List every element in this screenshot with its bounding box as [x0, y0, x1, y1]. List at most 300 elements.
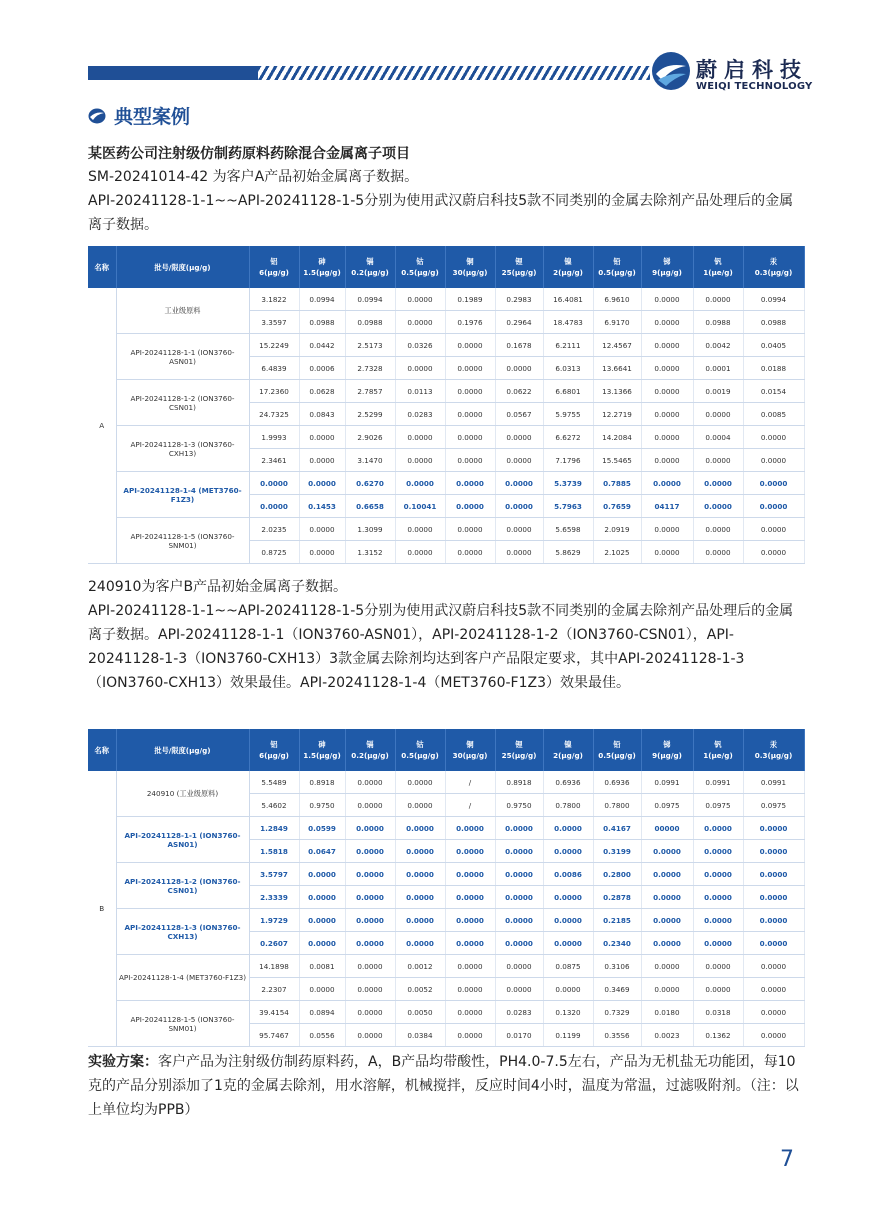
intro-b-paragraph: API-20241128-1-1~~API-20241128-1-5分别为使用武汉蔚启科技5款不同类别的金属去除剂产品处理后的金属离子数据。API-20241128-1-1（ION3760-ASN01），API-20241128-1-2（ION3760-CSN01），API-20241128-1-3（ION3760-CXH13）3款金属去除剂均达到客户产品限定要求，其中API-20241128-1-3（ION3760-CXH13）效果最佳。API-20241128-1-4（MET3760-F1Z3）效果最佳。 [88, 603, 794, 691]
batch-cell [116, 909, 249, 955]
metal-ion-table-b [88, 729, 805, 1047]
value-cell: 0.0000 [543, 932, 593, 955]
column-header-label: 钒 [714, 257, 722, 266]
value-cell: 6.4839 [249, 357, 299, 380]
column-header [249, 246, 299, 288]
table-row [88, 380, 804, 403]
value-cell: 0.0000 [345, 978, 395, 1001]
value-cell: 0.0000 [641, 449, 693, 472]
column-header [445, 246, 495, 288]
value-cell: 0.0000 [641, 932, 693, 955]
value-cell: 0.0000 [395, 794, 445, 817]
intro-b-line1: 240910为客户B产品初始金属离子数据。 [88, 579, 348, 595]
table-row [88, 955, 804, 978]
value-cell: 0.8918 [299, 771, 345, 794]
column-header [495, 729, 543, 771]
value-cell: 0.8918 [495, 771, 543, 794]
value-cell: 2.5299 [345, 403, 395, 426]
value-cell: 0.0000 [641, 288, 693, 311]
value-cell: 0.0991 [693, 771, 743, 794]
column-header-label: 汞 [769, 740, 778, 749]
value-cell: 0.0318 [693, 1001, 743, 1024]
value-cell: 0.0000 [693, 978, 743, 1001]
column-header-label: 锑 [663, 257, 671, 266]
method-label: 实验方案： [88, 1054, 158, 1070]
value-cell: 0.0988 [693, 311, 743, 334]
value-cell: 0.0042 [693, 334, 743, 357]
column-header-limit: 9(μg/g) [652, 268, 682, 277]
column-header-limit: 2(μg/g) [553, 268, 583, 277]
value-cell: 0.0000 [395, 518, 445, 541]
value-cell: 0.0000 [345, 840, 395, 863]
value-cell: 13.1366 [593, 380, 641, 403]
table-row [88, 1001, 804, 1024]
value-cell: 0.0000 [345, 794, 395, 817]
column-header-label: 名称 [94, 745, 109, 755]
header-band [88, 66, 260, 80]
value-cell: 0.0975 [693, 794, 743, 817]
value-cell: 0.1199 [543, 1024, 593, 1047]
column-header-label: 镉 [366, 740, 374, 749]
value-cell: 2.3461 [249, 449, 299, 472]
value-cell: 0.0000 [641, 863, 693, 886]
batch-name: API-20241128-1-3 (ION3760-CXH13) [130, 439, 235, 458]
value-cell: 0.0000 [743, 541, 804, 564]
value-cell: 5.4602 [249, 794, 299, 817]
value-cell: 0.7800 [593, 794, 641, 817]
value-cell: 0.0894 [299, 1001, 345, 1024]
value-cell: 04117 [641, 495, 693, 518]
value-cell: 0.0001 [693, 357, 743, 380]
value-cell: 0.0988 [743, 311, 804, 334]
column-header [641, 729, 693, 771]
column-header [299, 729, 345, 771]
column-header-label: 批号/限度(μg/g) [154, 745, 211, 755]
value-cell: 0.0000 [543, 817, 593, 840]
value-cell: 0.0000 [395, 472, 445, 495]
value-cell: 0.0000 [445, 380, 495, 403]
value-cell: 5.3739 [543, 472, 593, 495]
value-cell: 0.2185 [593, 909, 641, 932]
value-cell: 0.0000 [641, 886, 693, 909]
value-cell: 0.0000 [445, 518, 495, 541]
column-header-limit: 0.5(μg/g) [598, 268, 636, 277]
value-cell: 0.0000 [543, 886, 593, 909]
value-cell: 0.0000 [345, 771, 395, 794]
value-cell: 12.4567 [593, 334, 641, 357]
column-header-label: 钴 [416, 257, 424, 266]
page-number: 7 [780, 1147, 794, 1172]
column-header-limit: 1(μe/g) [703, 268, 733, 277]
column-header-limit: 0.5(μg/g) [401, 268, 439, 277]
value-cell: 0.0994 [299, 288, 345, 311]
value-cell: 0.8725 [249, 541, 299, 564]
value-cell: 14.1898 [249, 955, 299, 978]
value-cell: 0.0000 [743, 978, 804, 1001]
value-cell: 95.7467 [249, 1024, 299, 1047]
value-cell: 0.0000 [641, 541, 693, 564]
value-cell: 0.0628 [299, 380, 345, 403]
batch-name: API-20241128-1-1 (ION3760-ASN01) [124, 830, 241, 849]
value-cell: 0.0000 [395, 288, 445, 311]
column-header [345, 729, 395, 771]
brand-name-cn: 蔚启科技 [696, 58, 808, 82]
value-cell: 0.0000 [249, 472, 299, 495]
value-cell: 0.0283 [495, 1001, 543, 1024]
value-cell: 0.0000 [495, 863, 543, 886]
value-cell: 0.0000 [395, 449, 445, 472]
batch-name: API-20241128-1-2 (ION3760-CSN01) [124, 876, 241, 895]
table-row [88, 426, 804, 449]
value-cell: 0.0000 [299, 426, 345, 449]
value-cell: 0.0000 [495, 518, 543, 541]
column-header [593, 246, 641, 288]
value-cell: 0.0000 [495, 541, 543, 564]
value-cell: 0.0000 [249, 495, 299, 518]
value-cell: 0.0000 [693, 403, 743, 426]
value-cell: 6.9170 [593, 311, 641, 334]
value-cell: 2.0235 [249, 518, 299, 541]
value-cell: 5.5489 [249, 771, 299, 794]
value-cell: 0.7800 [543, 794, 593, 817]
value-cell: 0.0000 [641, 955, 693, 978]
value-cell: 0.0000 [743, 449, 804, 472]
value-cell: 0.0000 [693, 863, 743, 886]
value-cell: 0.0000 [543, 978, 593, 1001]
value-cell: 0.0000 [693, 909, 743, 932]
value-cell: 2.5173 [345, 334, 395, 357]
value-cell: 0.0000 [299, 863, 345, 886]
brand-name-en: WEIQI TECHNOLOGY [696, 81, 813, 92]
batch-cell [116, 380, 249, 426]
value-cell: 0.0004 [693, 426, 743, 449]
value-cell: 0.0000 [445, 334, 495, 357]
value-cell: 1.3099 [345, 518, 395, 541]
value-cell: 0.0000 [445, 932, 495, 955]
group-cell: A [88, 288, 116, 564]
section-bullet-icon [88, 108, 106, 124]
value-cell: 0.9750 [495, 794, 543, 817]
batch-cell [116, 518, 249, 564]
value-cell: / [445, 771, 495, 794]
metal-ion-table-a [88, 246, 805, 564]
column-header-label: 砷 [318, 740, 326, 749]
value-cell: 0.1362 [693, 1024, 743, 1047]
value-cell: 0.0000 [395, 863, 445, 886]
value-cell: 0.1989 [445, 288, 495, 311]
value-cell: 0.0006 [299, 357, 345, 380]
value-cell: 1.2849 [249, 817, 299, 840]
column-header [495, 246, 543, 288]
value-cell: 0.0000 [743, 472, 804, 495]
column-header [88, 246, 116, 288]
value-cell: 0.0975 [641, 794, 693, 817]
value-cell: 0.0000 [445, 886, 495, 909]
value-cell: 0.0154 [743, 380, 804, 403]
value-cell: 0.0000 [641, 426, 693, 449]
value-cell: 0.0052 [395, 978, 445, 1001]
column-header [88, 729, 116, 771]
value-cell: 0.0000 [641, 311, 693, 334]
value-cell: 12.2719 [593, 403, 641, 426]
value-cell: 0.0000 [299, 518, 345, 541]
value-cell: 0.0000 [345, 1001, 395, 1024]
value-cell: 0.0384 [395, 1024, 445, 1047]
value-cell: 0.0019 [693, 380, 743, 403]
value-cell: 0.3469 [593, 978, 641, 1001]
batch-cell [116, 817, 249, 863]
value-cell: 5.7963 [543, 495, 593, 518]
column-header-limit: 1.5(μg/g) [303, 268, 341, 277]
value-cell: 16.4081 [543, 288, 593, 311]
table-row [88, 288, 804, 311]
column-header-limit: 6(μg/g) [259, 268, 289, 277]
section-title: 典型案例 [114, 106, 191, 128]
column-header-label: 铝 [270, 257, 278, 266]
value-cell: 0.0000 [495, 955, 543, 978]
value-cell: 0.0000 [445, 472, 495, 495]
value-cell: 13.6641 [593, 357, 641, 380]
column-header-label: 钒 [714, 740, 722, 749]
intro-a-line2: API-20241128-1-1~~API-20241128-1-5分别为使用武汉蔚启科技5款不同类别的金属去除剂产品处理后的金属离子数据。 [88, 193, 794, 233]
value-cell: 0.0000 [641, 403, 693, 426]
value-cell: 6.0313 [543, 357, 593, 380]
column-header-limit: 30(μg/g) [452, 268, 488, 277]
value-cell: 0.0442 [299, 334, 345, 357]
value-cell: 00000 [641, 817, 693, 840]
value-cell: 0.0000 [495, 886, 543, 909]
column-header [445, 729, 495, 771]
column-header-limit: 0.2(μg/g) [351, 751, 389, 760]
value-cell: 0.0000 [495, 495, 543, 518]
value-cell: 0.10041 [395, 495, 445, 518]
batch-name: API-20241128-1-4 (MET3760-F1Z3) [123, 485, 242, 504]
value-cell: 0.0085 [743, 403, 804, 426]
value-cell: 0.0000 [345, 955, 395, 978]
value-cell: 0.0000 [445, 909, 495, 932]
value-cell: 0.0180 [641, 1001, 693, 1024]
value-cell: 0.0000 [641, 840, 693, 863]
column-header-limit: 25(μg/g) [501, 268, 537, 277]
batch-name: API-20241128-1-3 (ION3760-CXH13) [124, 922, 241, 941]
value-cell: 0.0170 [495, 1024, 543, 1047]
value-cell: 0.0000 [693, 817, 743, 840]
column-header [543, 729, 593, 771]
value-cell: 0.0000 [299, 932, 345, 955]
value-cell: 0.0000 [693, 955, 743, 978]
value-cell: 0.0000 [345, 932, 395, 955]
column-header-label: 汞 [769, 257, 778, 266]
value-cell: 2.7857 [345, 380, 395, 403]
value-cell: 2.7328 [345, 357, 395, 380]
batch-name: API-20241128-1-5 (ION3760-SNM01) [130, 531, 235, 550]
value-cell: 0.0000 [743, 909, 804, 932]
value-cell: 0.0000 [445, 426, 495, 449]
column-header [641, 246, 693, 288]
column-header [743, 729, 804, 771]
value-cell: 0.2878 [593, 886, 641, 909]
value-cell: 0.0000 [395, 909, 445, 932]
value-cell: 0.9750 [299, 794, 345, 817]
value-cell: 0.0000 [641, 909, 693, 932]
value-cell: 3.5797 [249, 863, 299, 886]
value-cell: 7.1796 [543, 449, 593, 472]
value-cell: 0.0000 [445, 449, 495, 472]
column-header [116, 246, 249, 288]
group-cell: B [88, 771, 116, 1047]
value-cell: 0.0000 [693, 518, 743, 541]
value-cell: / [445, 794, 495, 817]
value-cell: 0.0000 [641, 357, 693, 380]
column-header [693, 729, 743, 771]
column-header [249, 729, 299, 771]
value-cell: 0.0599 [299, 817, 345, 840]
value-cell: 0.0000 [693, 449, 743, 472]
value-cell: 0.0556 [299, 1024, 345, 1047]
method-text: 客户产品为注射级仿制药原料药，A，B产品均带酸性，PH4.0-7.5左右，产品为无机盐无功能团，每10克的产品分别添加了1克的金属去除剂，用水溶解，机械搅拌，反应时间4小时，温度为常温，过滤吸附剂。（注：以上单位均为PPB） [88, 1054, 799, 1118]
value-cell: 18.4783 [543, 311, 593, 334]
batch-cell [116, 426, 249, 472]
value-cell: 0.0000 [641, 334, 693, 357]
value-cell: 0.0994 [345, 288, 395, 311]
weiqi-logo-icon [650, 50, 692, 92]
value-cell: 6.2111 [543, 334, 593, 357]
column-header-limit: 0.5(μg/g) [401, 751, 439, 760]
batch-cell [116, 334, 249, 380]
value-cell: 0.0000 [543, 840, 593, 863]
value-cell: 6.6272 [543, 426, 593, 449]
value-cell: 0.0000 [743, 426, 804, 449]
value-cell: 0.0000 [445, 840, 495, 863]
column-header-limit: 25(μg/g) [501, 751, 537, 760]
value-cell: 0.1976 [445, 311, 495, 334]
value-cell: 0.2340 [593, 932, 641, 955]
value-cell: 0.0000 [641, 380, 693, 403]
column-header-label: 锂 [515, 257, 523, 266]
value-cell: 0.0000 [445, 955, 495, 978]
value-cell: 39.4154 [249, 1001, 299, 1024]
value-cell: 0.0000 [345, 1024, 395, 1047]
value-cell: 0.0000 [445, 863, 495, 886]
value-cell: 2.2307 [249, 978, 299, 1001]
value-cell: 0.0843 [299, 403, 345, 426]
batch-name: API-20241128-1-2 (ION3760-CSN01) [130, 393, 235, 412]
value-cell: 0.7885 [593, 472, 641, 495]
value-cell: 2.3339 [249, 886, 299, 909]
value-cell: 0.0000 [743, 863, 804, 886]
column-header-label: 钴 [416, 740, 424, 749]
column-header-limit: 1(μe/g) [703, 751, 733, 760]
header-stripes [258, 66, 650, 80]
value-cell: 0.0000 [395, 426, 445, 449]
value-cell: 0.0000 [395, 771, 445, 794]
value-cell: 0.0000 [693, 840, 743, 863]
batch-cell [116, 771, 249, 817]
column-header-limit: 0.5(μg/g) [598, 751, 636, 760]
value-cell: 0.0000 [299, 449, 345, 472]
value-cell: 5.8629 [543, 541, 593, 564]
value-cell: 0.0000 [495, 978, 543, 1001]
column-header [743, 246, 804, 288]
value-cell: 1.5818 [249, 840, 299, 863]
value-cell: 0.0000 [345, 863, 395, 886]
value-cell: 0.0000 [445, 1024, 495, 1047]
value-cell: 1.3152 [345, 541, 395, 564]
value-cell: 0.0000 [495, 472, 543, 495]
column-header [345, 246, 395, 288]
column-header-label: 锑 [663, 740, 671, 749]
column-header-label: 铜 [466, 740, 474, 749]
value-cell: 0.0994 [743, 288, 804, 311]
table-row [88, 518, 804, 541]
column-header-limit: 1.5(μg/g) [303, 751, 341, 760]
value-cell: 0.0000 [693, 472, 743, 495]
column-header [395, 729, 445, 771]
value-cell: 0.0991 [743, 771, 804, 794]
value-cell: 0.0000 [743, 932, 804, 955]
batch-name: API-20241128-1-5 (ION3760-SNM01) [130, 1014, 235, 1033]
column-header [116, 729, 249, 771]
table-row [88, 863, 804, 886]
value-cell: 15.2249 [249, 334, 299, 357]
value-cell: 0.0000 [495, 426, 543, 449]
value-cell: 0.0000 [495, 449, 543, 472]
value-cell: 15.5465 [593, 449, 641, 472]
value-cell: 0.7329 [593, 1001, 641, 1024]
column-header-label: 锂 [515, 740, 523, 749]
value-cell: 0.2964 [495, 311, 543, 334]
value-cell: 0.0000 [395, 840, 445, 863]
value-cell: 0.6270 [345, 472, 395, 495]
value-cell: 2.0919 [593, 518, 641, 541]
value-cell: 0.0000 [693, 541, 743, 564]
value-cell: 17.2360 [249, 380, 299, 403]
column-header [693, 246, 743, 288]
value-cell: 1.9729 [249, 909, 299, 932]
value-cell: 0.0000 [495, 840, 543, 863]
value-cell: 0.0000 [299, 472, 345, 495]
value-cell: 0.6936 [593, 771, 641, 794]
value-cell: 0.1678 [495, 334, 543, 357]
value-cell: 2.9026 [345, 426, 395, 449]
value-cell: 0.0000 [743, 518, 804, 541]
value-cell: 0.0000 [345, 886, 395, 909]
column-header-label: 名称 [94, 262, 109, 272]
column-header [299, 246, 345, 288]
value-cell: 0.0000 [693, 932, 743, 955]
value-cell: 0.1453 [299, 495, 345, 518]
value-cell: 0.0000 [495, 909, 543, 932]
value-cell: 0.0000 [743, 1024, 804, 1047]
value-cell: 0.0188 [743, 357, 804, 380]
value-cell: 0.0000 [641, 978, 693, 1001]
value-cell: 0.3106 [593, 955, 641, 978]
value-cell: 0.0000 [743, 840, 804, 863]
value-cell: 0.1320 [543, 1001, 593, 1024]
method-paragraph [88, 1050, 804, 1122]
value-cell: 0.0000 [495, 817, 543, 840]
value-cell: 0.0000 [445, 541, 495, 564]
value-cell: 0.0000 [299, 541, 345, 564]
table-row [88, 771, 804, 794]
value-cell: 0.0975 [743, 794, 804, 817]
value-cell: 0.0000 [743, 817, 804, 840]
value-cell: 0.0567 [495, 403, 543, 426]
value-cell: 0.0988 [299, 311, 345, 334]
value-cell: 0.0622 [495, 380, 543, 403]
project-title: 某医药公司注射级仿制药原料药除混合金属离子项目 [88, 146, 410, 162]
batch-name: 240910 (工业级原料) [146, 788, 219, 798]
